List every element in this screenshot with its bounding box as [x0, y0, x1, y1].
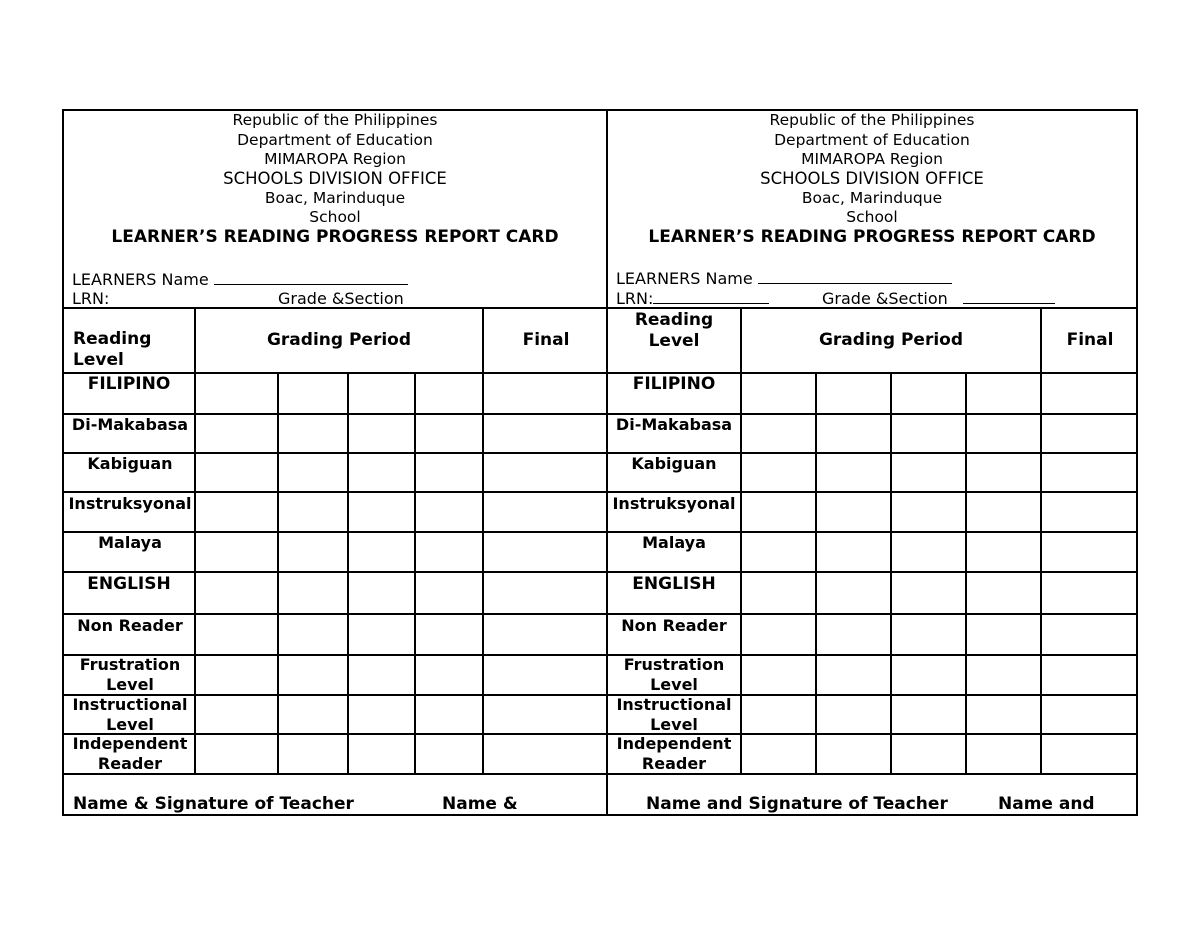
- header-republic: Republic of the Philippines: [769, 111, 975, 129]
- lrn-field[interactable]: [653, 288, 769, 304]
- header-region: MIMAROPA Region: [264, 150, 406, 168]
- level-kabiguan: Kabiguan: [631, 454, 717, 473]
- level-di-makabasa: Di-Makabasa: [71, 415, 189, 434]
- header-location: Boac, Marinduque: [801, 189, 943, 207]
- grading-period-header: Grading Period: [266, 330, 412, 350]
- card-title: LEARNER’S READING PROGRESS REPORT CARD: [111, 227, 559, 247]
- lrn-label: LRN:: [72, 289, 110, 308]
- header-location: Boac, Marinduque: [264, 189, 406, 207]
- grading-period-header: Grading Period: [818, 330, 964, 350]
- grade-section-field[interactable]: [963, 288, 1055, 304]
- level-independent: Independent Reader: [616, 734, 732, 773]
- filipino-label: FILIPINO: [87, 374, 171, 394]
- learner-name-field[interactable]: [758, 268, 952, 284]
- level-malaya: Malaya: [642, 533, 706, 552]
- report-card-left: [62, 109, 608, 816]
- learner-name-label: LEARNERS Name: [616, 269, 753, 288]
- filipino-label: FILIPINO: [632, 374, 716, 394]
- teacher-signature-label: Name and Signature of Teacher: [646, 794, 948, 814]
- header-republic: Republic of the Philippines: [232, 111, 438, 129]
- learner-name-row: [72, 269, 408, 289]
- card-header: [64, 111, 606, 309]
- header-school: School: [309, 208, 361, 226]
- reading-table: [64, 309, 606, 775]
- reading-level-header: Reading Level: [73, 329, 152, 370]
- header-region: MIMAROPA Region: [801, 150, 943, 168]
- header-department: Department of Education: [237, 131, 433, 149]
- card-header: [608, 111, 1136, 309]
- lrn-label: LRN:: [616, 289, 654, 308]
- other-signature-label: Name &: [442, 794, 518, 814]
- grade-section-label: Grade &Section: [278, 289, 404, 308]
- final-header: Final: [1066, 330, 1114, 350]
- teacher-signature-label: Name & Signature of Teacher: [73, 794, 354, 814]
- reading-table: [608, 309, 1136, 775]
- level-malaya: Malaya: [98, 533, 162, 552]
- english-label: ENGLISH: [87, 574, 171, 594]
- level-instruksyonal: Instruksyonal: [612, 494, 736, 513]
- level-frustration: Frustration Level: [623, 655, 725, 694]
- learner-name-row: [616, 268, 952, 288]
- level-independent: Independent Reader: [72, 734, 188, 773]
- card-title: LEARNER’S READING PROGRESS REPORT CARD: [648, 227, 1096, 247]
- header-division-office: SCHOOLS DIVISION OFFICE: [760, 169, 984, 188]
- reading-level-header: Reading Level: [634, 310, 714, 351]
- level-instructional: Instructional Level: [72, 695, 188, 734]
- english-label: ENGLISH: [632, 574, 716, 594]
- level-kabiguan: Kabiguan: [87, 454, 173, 473]
- level-di-makabasa: Di-Makabasa: [615, 415, 733, 434]
- level-instructional: Instructional Level: [616, 695, 732, 734]
- level-non-reader: Non Reader: [77, 616, 183, 635]
- grade-section-label: Grade &Section: [822, 289, 948, 308]
- header-division-office: SCHOOLS DIVISION OFFICE: [223, 169, 447, 188]
- grade-section-row: [822, 288, 1055, 308]
- lrn-row: [616, 288, 769, 308]
- learner-name-field[interactable]: [214, 269, 408, 285]
- final-header: Final: [522, 330, 570, 350]
- level-non-reader: Non Reader: [621, 616, 727, 635]
- learner-name-label: LEARNERS Name: [72, 270, 209, 289]
- other-signature-label: Name and: [998, 794, 1095, 814]
- header-school: School: [846, 208, 898, 226]
- header-department: Department of Education: [774, 131, 970, 149]
- level-frustration: Frustration Level: [79, 655, 181, 694]
- report-card-right: [606, 109, 1138, 816]
- level-instruksyonal: Instruksyonal: [68, 494, 192, 513]
